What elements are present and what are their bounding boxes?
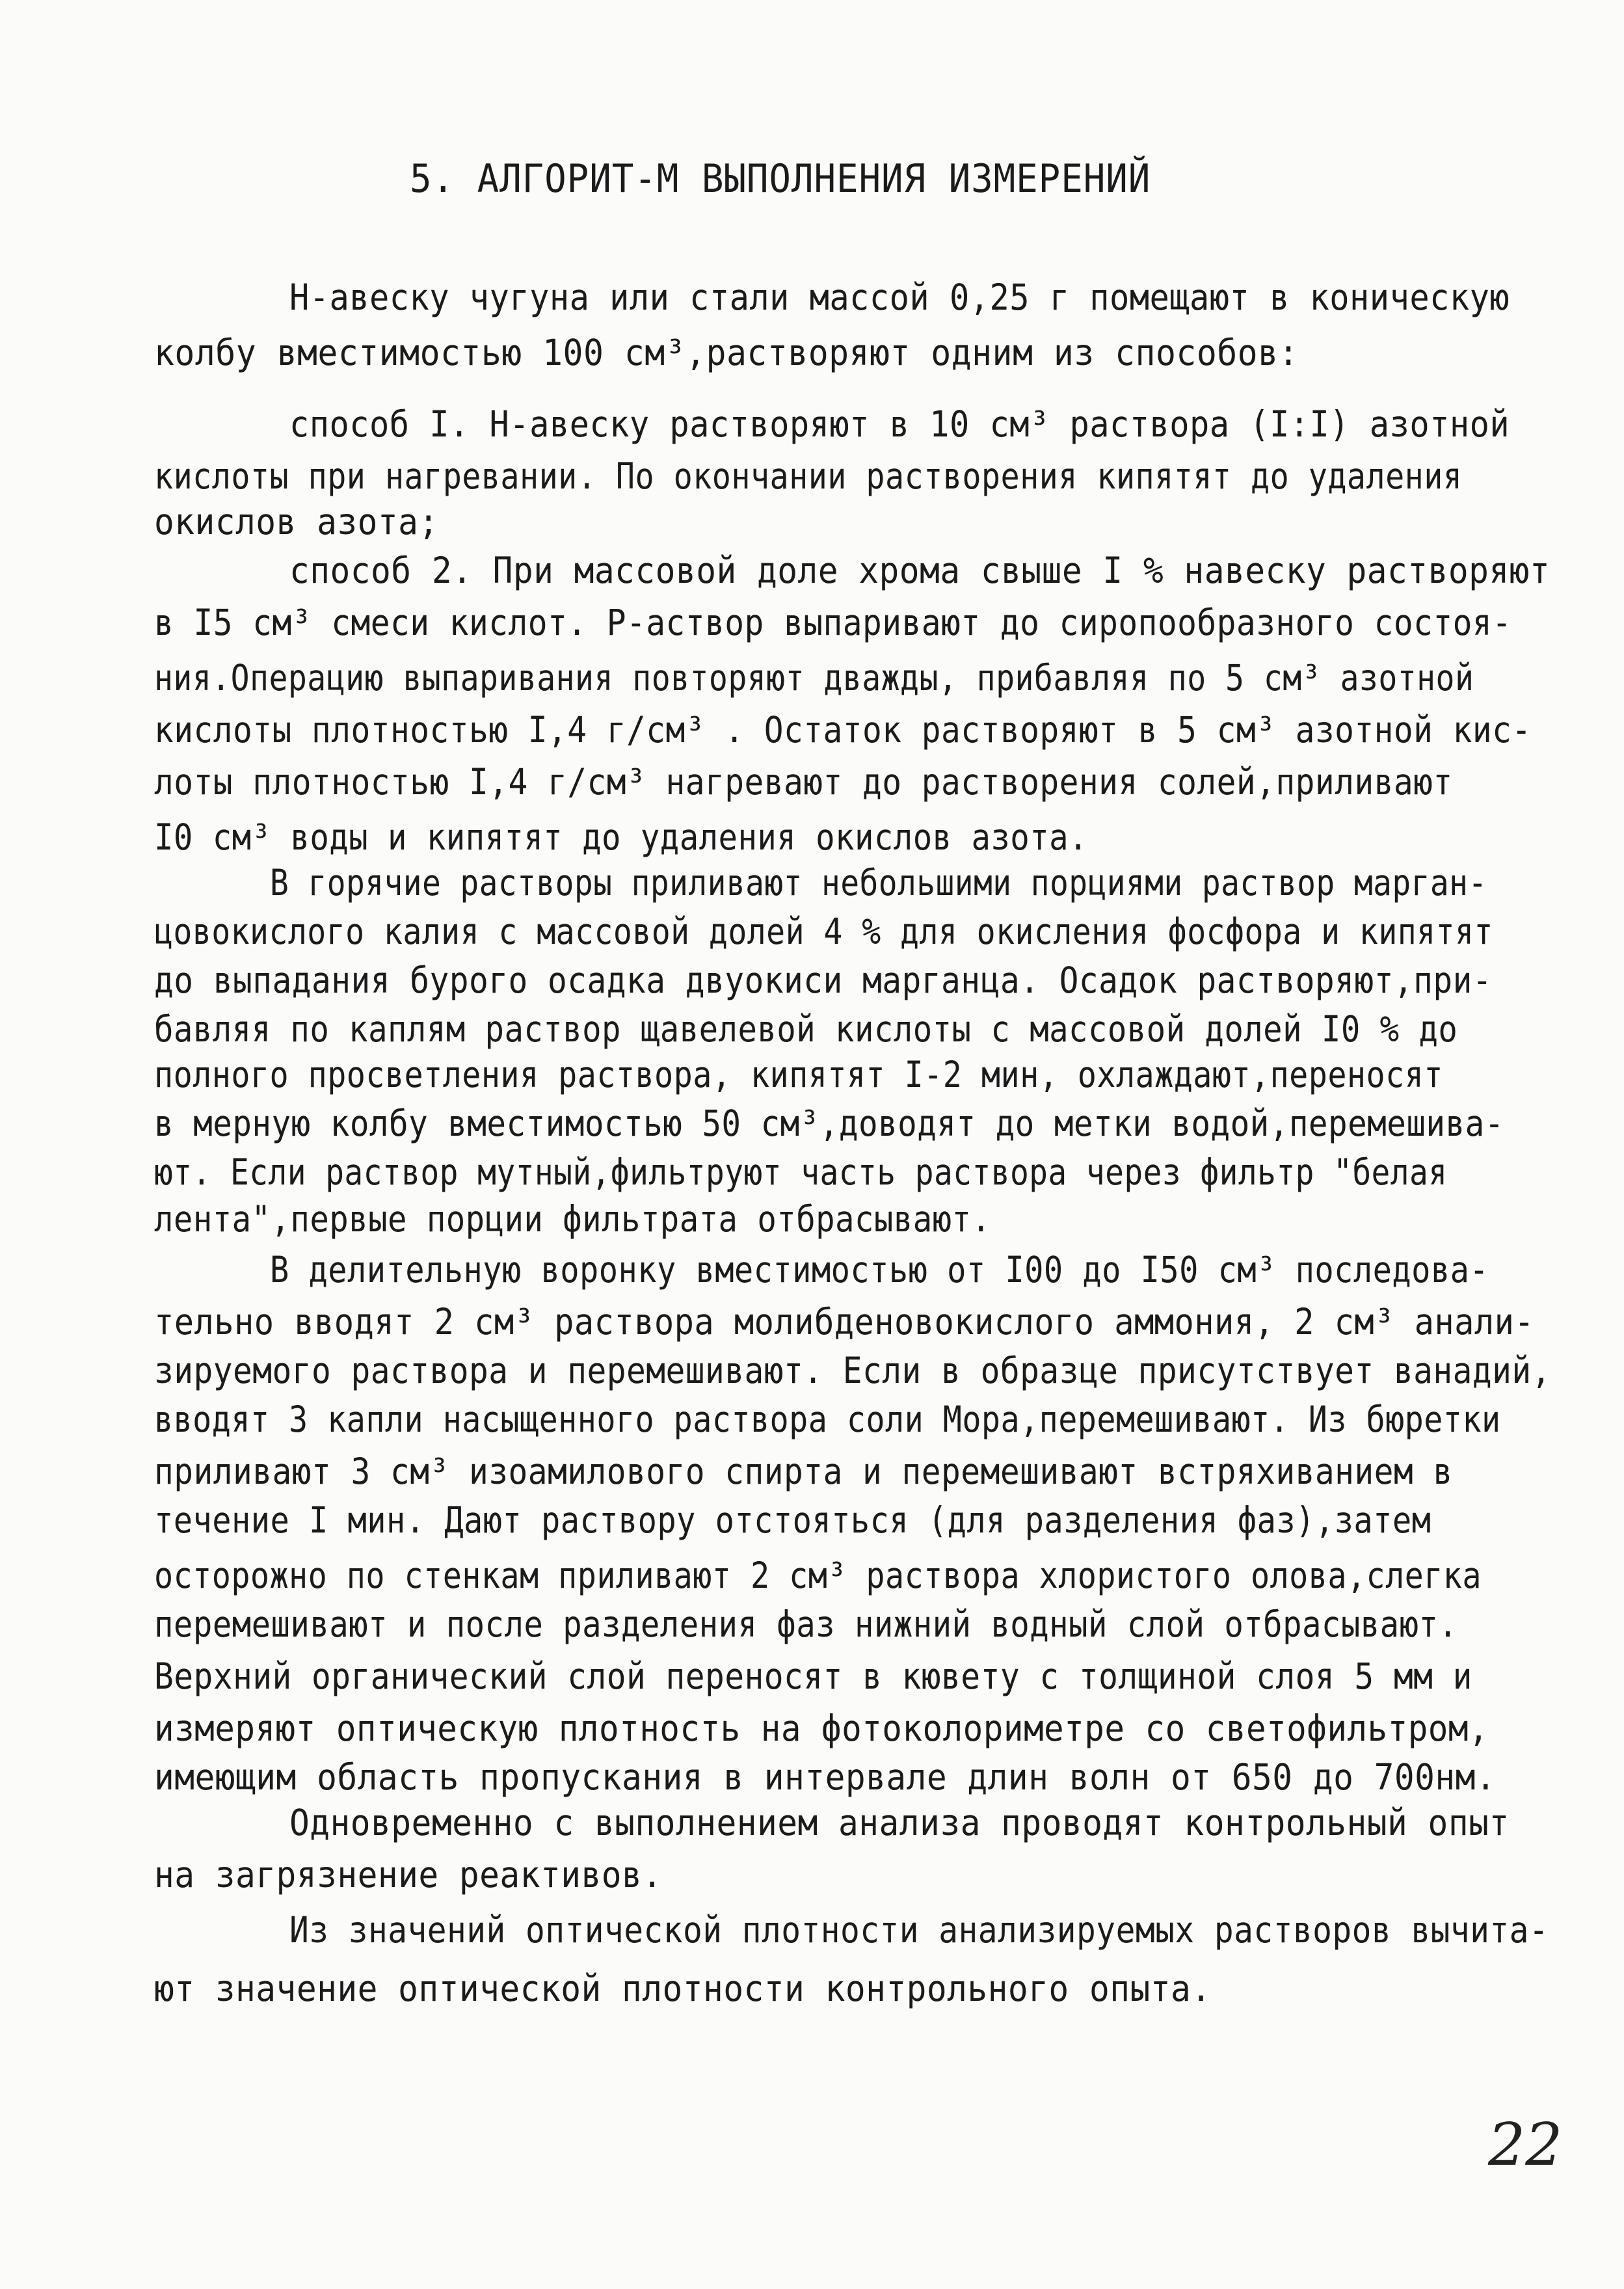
text-line: способ I. Н-авеску растворяют в 10 см³ раствора (I:I) азотной	[289, 403, 1510, 445]
text-line: кислоты при нагревании. По окончании растворения кипятят до удаления	[154, 455, 1463, 497]
text-line: окислов азота;	[154, 501, 439, 542]
text-line: ния.Операцию выпаривания повторяют дважды, прибавляя по 5 см³ азотной	[154, 657, 1474, 699]
text-line: вводят 3 капли насыщенного раствора соли Мора,перемешивают. Из бюретки	[154, 1399, 1501, 1440]
text-line: способ 2. При массовой доле хрома свыше I % навеску растворяют	[289, 550, 1551, 591]
text-line: лента",первые порции фильтрата отбрасывают.	[154, 1198, 991, 1240]
section-heading: 5. АЛГОРИТ-М ВЫПОЛНЕНИЯ ИЗМЕРЕНИЙ	[410, 156, 1151, 202]
text-line: I0 см³ воды и кипятят до удаления окислов азота.	[154, 816, 1088, 858]
text-line: бавляя по каплям раствор щавелевой кислоты с массовой долей I0 % до	[154, 1008, 1458, 1050]
text-line: зируемого раствора и перемешивают. Если в образце присутствует ванадий,	[154, 1350, 1551, 1391]
text-line: В горячие растворы приливают небольшими порциями раствор марган-	[270, 862, 1487, 904]
text-line: цовокислого калия с массовой долей 4 % для окисления фосфора и кипятят	[154, 911, 1493, 952]
text-line: Н-авеску чугуна или стали массой 0,25 г помещают в коническую	[289, 276, 1510, 318]
text-line: лоты плотностью I,4 г/см³ нагревают до растворения солей,приливают	[154, 761, 1453, 803]
text-line: В делительную воронку вместимостью от I00 до I50 см³ последова-	[270, 1249, 1489, 1291]
text-line: Из значений оптической плотности анализируемых растворов вычита-	[289, 1909, 1549, 1951]
text-line: перемешивают и после разделения фаз нижний водный слой отбрасывают.	[154, 1603, 1458, 1645]
text-line: в мерную колбу вместимостью 50 см³,доводят до метки водой,перемешива-	[154, 1103, 1504, 1144]
text-line: колбу вместимостью 100 см³,растворяют одним из способов:	[154, 332, 1299, 373]
text-line: Одновременно с выполнением анализа проводят контрольный опыт	[289, 1802, 1510, 1843]
page-number: 22	[1488, 2111, 1563, 2179]
text-line: до выпадания бурого осадка двуокиси марганца. Осадок растворяют,при-	[154, 959, 1493, 1001]
text-line: приливают 3 см³ изоамилового спирта и перемешивают встряхиванием в	[154, 1451, 1453, 1492]
text-line: тельно вводят 2 см³ раствора молибденовокислого аммония, 2 см³ анали-	[154, 1301, 1535, 1343]
text-line: ют. Если раствор мутный,фильтруют часть раствора через фильтр "белая	[154, 1151, 1448, 1193]
text-line: на загрязнение реактивов.	[154, 1854, 663, 1895]
text-line: полного просветления раствора, кипятят I-2 мин, охлаждают,переносят	[154, 1054, 1443, 1095]
text-line: имеющим область пропускания в интервале длин волн от 650 до 700нм.	[154, 1756, 1497, 1798]
text-line: в I5 см³ смеси кислот. Р-аствор выпаривают до сиропообразного состоя-	[154, 602, 1512, 643]
text-line: ют значение оптической плотности контрольного опыта.	[154, 1968, 1212, 2009]
text-line: Верхний органический слой переносят в кювету с толщиной слоя 5 мм и	[154, 1655, 1472, 1697]
text-line: осторожно по стенкам приливают 2 см³ раствора хлористого олова,слегка	[154, 1555, 1482, 1596]
text-line: течение I мин. Дают раствору отстояться (для разделения фаз),затем	[154, 1499, 1431, 1541]
text-line: измеряют оптическую плотность на фотоколориметре со светофильтром,	[154, 1707, 1489, 1749]
text-line: кислоты плотностью I,4 г/см³ . Остаток растворяют в 5 см³ азотной кис-	[154, 709, 1532, 751]
